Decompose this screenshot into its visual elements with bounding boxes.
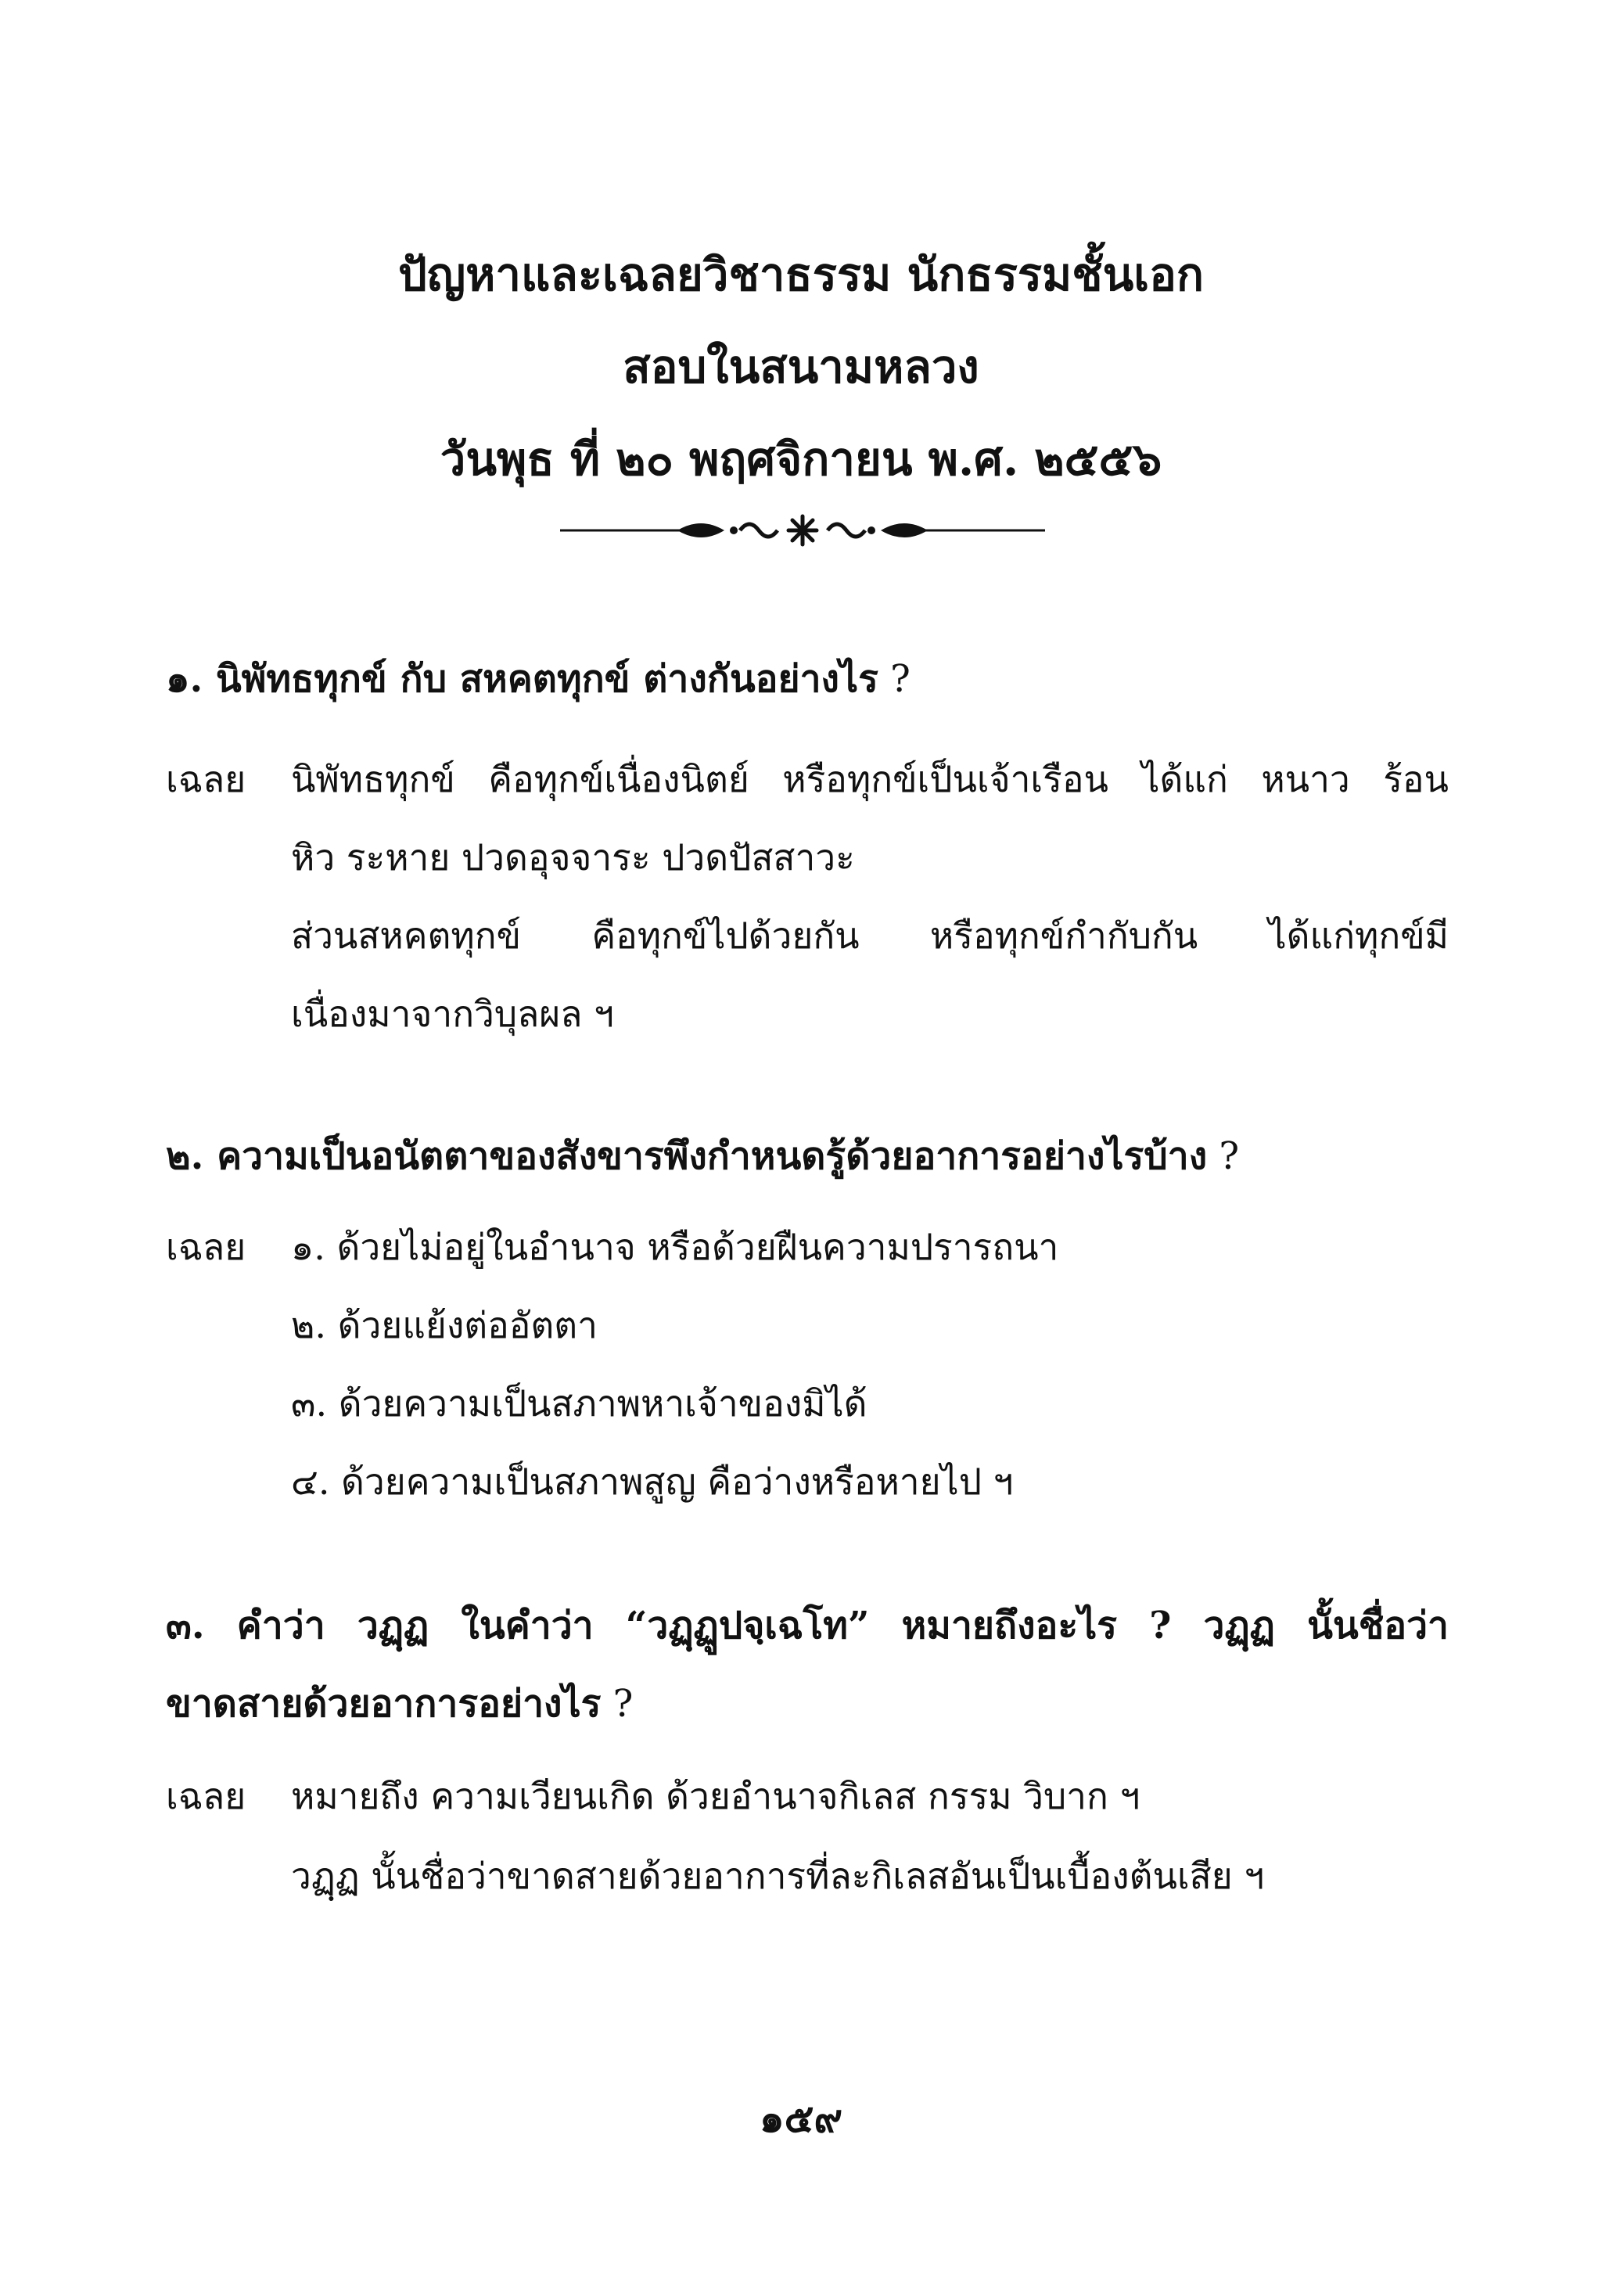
question-1 bbox=[166, 641, 1449, 717]
question-2-mark: ? bbox=[1207, 1134, 1240, 1178]
page-number: ๑๕๙ bbox=[759, 2095, 843, 2141]
answer-1-line-1: นิพัทธทุกข์ คือทุกข์เนื่องนิตย์ หรือทุกข์เป็นเจ้าเรือน ได้แก่ หนาว ร้อน bbox=[291, 758, 1449, 800]
answer-3-label: เฉลย bbox=[166, 1775, 246, 1817]
title-line-1: ปัญหาและเฉลยวิชาธรรม นักธรรมชั้นเอก bbox=[397, 248, 1205, 301]
answer-1-line-2: หิว ระหาย ปวดอุจจาระ ปวดปัสสาวะ bbox=[291, 836, 855, 879]
answer-1-line-4: เนื่องมาจากวิบุลผล ฯ bbox=[291, 993, 614, 1035]
question-3-line-2-wrap bbox=[166, 1666, 1449, 1741]
answer-3-line-2: วฏฺฏ นั้นชื่อว่าขาดสายด้วยอาการที่ละกิเลสอันเป็นเบื้องต้นเสีย ฯ bbox=[291, 1855, 1265, 1897]
title-line-3: วันพุธ ที่ ๒๐ พฤศจิกายน พ.ศ. ๒๕๕๖ bbox=[440, 433, 1162, 486]
answer-3-line-1: หมายถึง ความเวียนเกิด ด้วยอำนาจกิเลส กรรม วิบาก ฯ bbox=[291, 1775, 1140, 1817]
answer-2-line-2: ๒. ด้วยแย้งต่ออัตตา bbox=[291, 1304, 598, 1346]
answer-1-line-3: ส่วนสหคตทุกข์ คือทุกข์ไปด้วยกัน หรือทุกข์กำกับกัน ได้แก่ทุกข์มี bbox=[291, 914, 1449, 957]
question-3-mark: ? bbox=[601, 1682, 634, 1726]
question-1-text: ๑. นิพัทธทุกข์ กับ สหคตทุกข์ ต่างกันอย่างไร bbox=[166, 657, 878, 701]
question-3-line-2: ขาดสายด้วยอาการอย่างไร bbox=[166, 1682, 602, 1726]
answer-1-label: เฉลย bbox=[166, 758, 246, 800]
ornament-divider-icon bbox=[560, 507, 1045, 554]
question-2 bbox=[166, 1119, 1449, 1194]
answer-2-line-4: ๔. ด้วยความเป็นสภาพสูญ คือว่างหรือหายไป ฯ bbox=[291, 1461, 1014, 1503]
title-block bbox=[0, 228, 1602, 505]
answer-2-label: เฉลย bbox=[166, 1226, 246, 1268]
title-line-2: สอบในสนามหลวง bbox=[623, 340, 979, 393]
answer-2-line-1: ๑. ด้วยไม่อยู่ในอำนาจ หรือด้วยฝืนความปรารถนา bbox=[291, 1226, 1059, 1268]
question-3-line-1: ๓. คำว่า วฏฺฏ ในคำว่า “วฏฺฏูปจฺเฉโท” หมายถึงอะไร ? วฏฺฏ นั้นชื่อว่า bbox=[166, 1604, 1449, 1647]
question-1-mark: ? bbox=[878, 657, 911, 701]
answer-2-line-3: ๓. ด้วยความเป็นสภาพหาเจ้าของมิได้ bbox=[291, 1382, 867, 1425]
question-2-text: ๒. ความเป็นอนัตตาของสังขารพึงกำหนดรู้ด้วยอาการอย่างไรบ้าง bbox=[166, 1134, 1208, 1178]
